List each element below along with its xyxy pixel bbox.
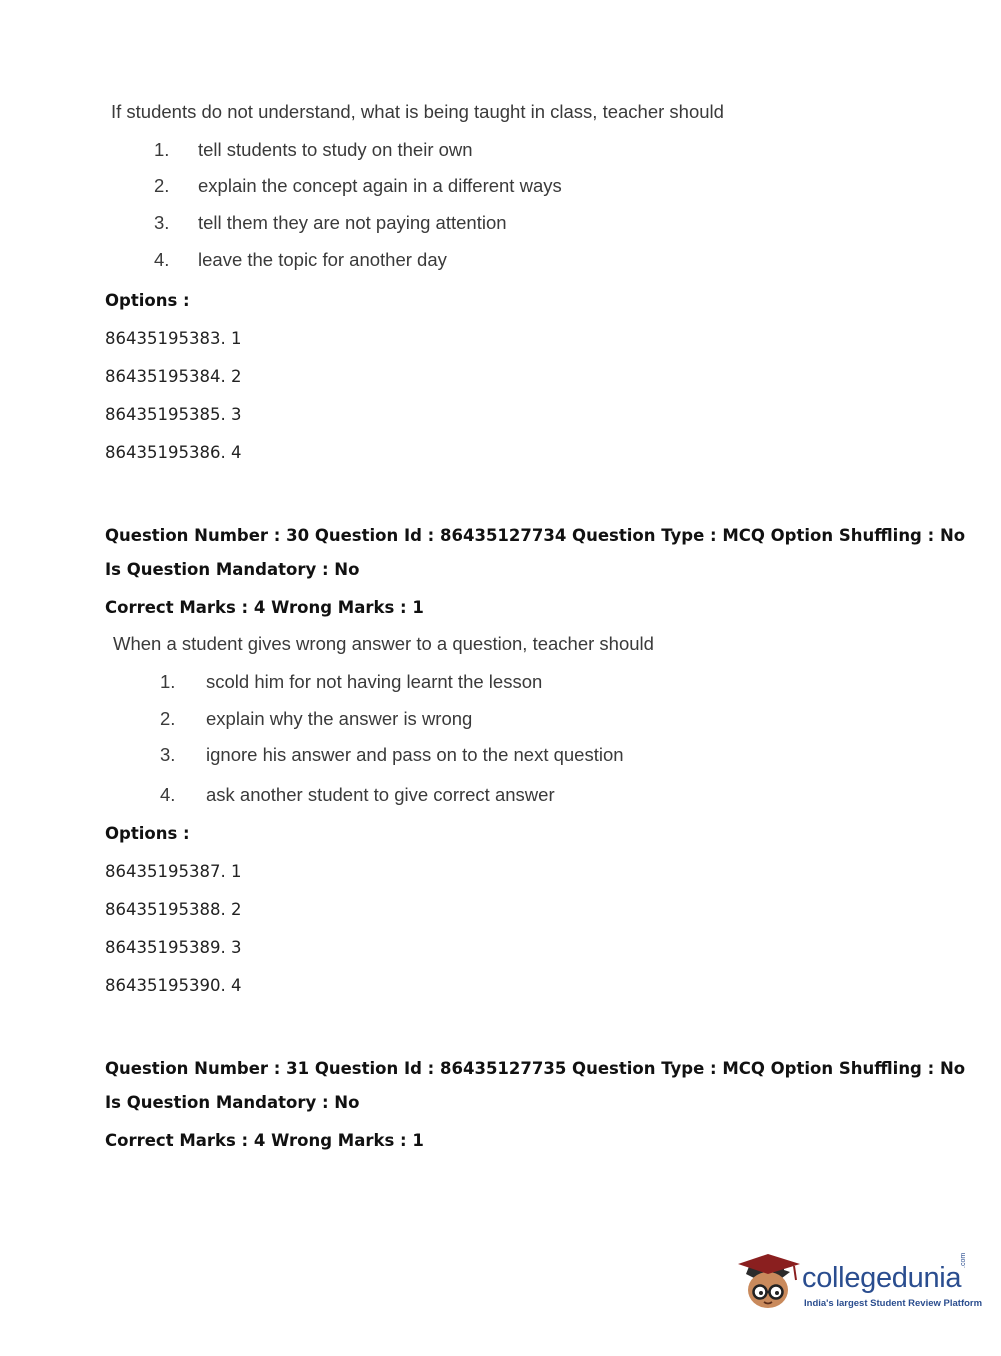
question-29-text: If students do not understand, what is being taught in class, teacher should bbox=[111, 101, 724, 122]
q29-item-text: explain the concept again in a different ways bbox=[198, 175, 562, 196]
option-entry: 86435195385. 3 bbox=[105, 405, 242, 424]
q30-item-text: explain why the answer is wrong bbox=[206, 708, 473, 729]
question-30-header: Question Number : 30 Question Id : 86435127734 Question Type : MCQ Option Shuffling : No bbox=[105, 526, 966, 545]
option-entry: 86435195386. 4 bbox=[105, 443, 242, 462]
question-31-mandatory: Is Question Mandatory : No bbox=[105, 1093, 360, 1112]
option-entry: 86435195384. 2 bbox=[105, 367, 242, 386]
option-entry: 86435195389. 3 bbox=[105, 938, 242, 957]
q29-item-text: tell them they are not paying attention bbox=[198, 212, 507, 233]
options-label: Options : bbox=[105, 291, 190, 310]
mascot-icon bbox=[738, 1246, 802, 1322]
option-entry: 86435195383. 1 bbox=[105, 329, 242, 348]
q29-item-number: 3. bbox=[154, 212, 170, 233]
q30-item-number: 2. bbox=[160, 708, 176, 729]
option-entry: 86435195387. 1 bbox=[105, 862, 242, 881]
logo-brand-name: collegedunia bbox=[802, 1262, 962, 1294]
logo-tagline: India's largest Student Review Platform bbox=[804, 1298, 983, 1309]
collegedunia-logo bbox=[738, 1246, 983, 1322]
question-30-text: When a student gives wrong answer to a question, teacher should bbox=[113, 633, 654, 654]
question-31-header: Question Number : 31 Question Id : 86435127735 Question Type : MCQ Option Shuffling : No bbox=[105, 1059, 966, 1078]
q29-item-text: tell students to study on their own bbox=[198, 139, 473, 160]
option-entry: 86435195388. 2 bbox=[105, 900, 242, 919]
q30-item-text: ignore his answer and pass on to the next question bbox=[206, 744, 624, 765]
q30-item-number: 4. bbox=[160, 784, 176, 805]
q30-item-number: 3. bbox=[160, 744, 176, 765]
q29-item-number: 4. bbox=[154, 249, 170, 270]
q30-item-text: ask another student to give correct answer bbox=[206, 784, 555, 805]
q29-item-text: leave the topic for another day bbox=[198, 249, 447, 270]
options-label: Options : bbox=[105, 824, 190, 843]
option-entry: 86435195390. 4 bbox=[105, 976, 242, 995]
question-31-marks: Correct Marks : 4 Wrong Marks : 1 bbox=[105, 1131, 424, 1150]
logo-suffix: .com bbox=[960, 1252, 967, 1268]
q30-item-text: scold him for not having learnt the lesson bbox=[206, 671, 543, 692]
q29-item-number: 1. bbox=[154, 139, 170, 160]
q29-item-number: 2. bbox=[154, 175, 170, 196]
question-30-mandatory: Is Question Mandatory : No bbox=[105, 560, 360, 579]
q30-item-number: 1. bbox=[160, 671, 176, 692]
question-30-marks: Correct Marks : 4 Wrong Marks : 1 bbox=[105, 598, 424, 617]
